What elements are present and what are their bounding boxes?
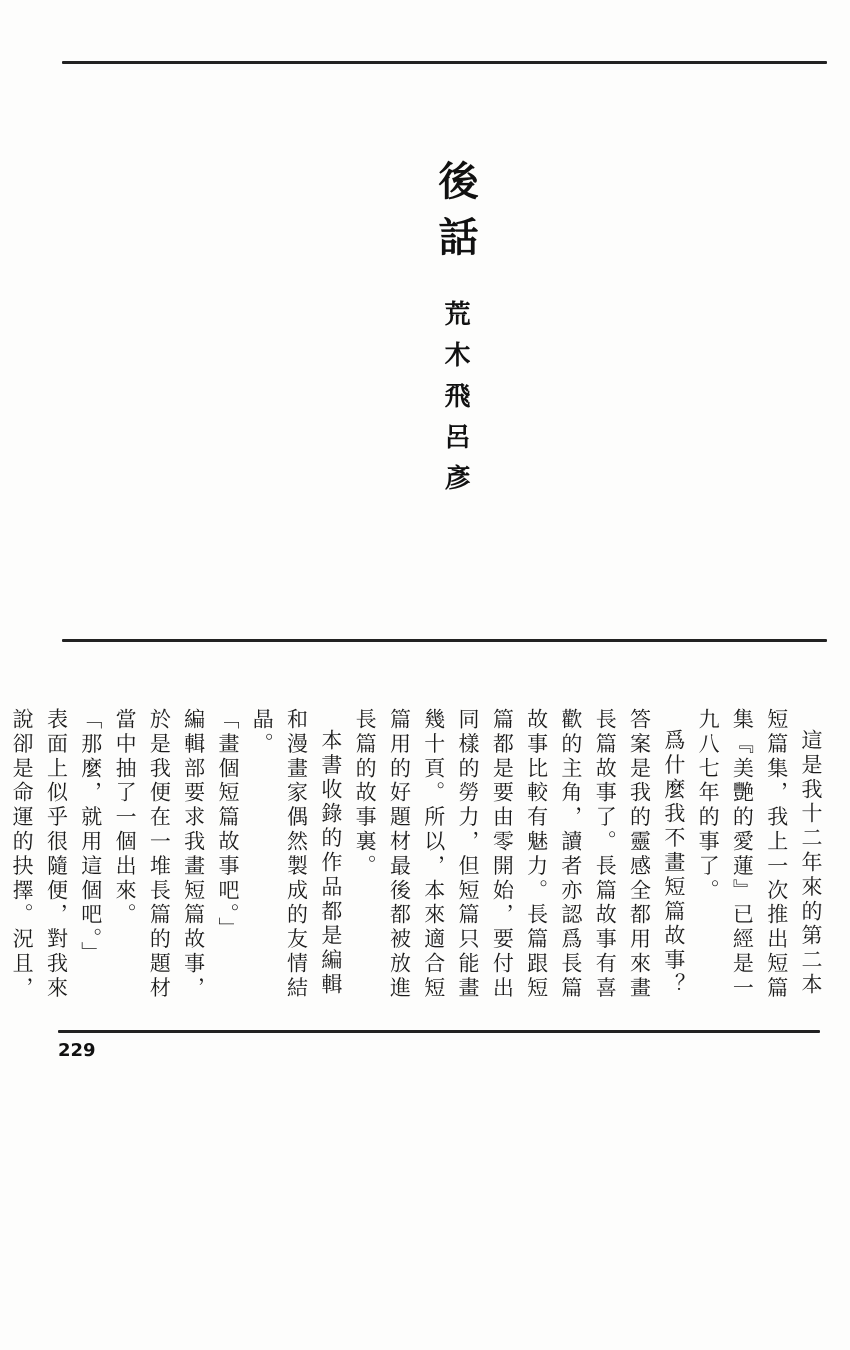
author-name: 荒木飛呂彥 bbox=[440, 300, 470, 505]
paragraph-6: 「那麼，就用這個吧。」 bbox=[78, 708, 103, 966]
paragraph-1: 這是我十二年來的第二本短篇集，我上一次推出短篇集『美艷的愛蓮』已經是一九八七年的事了。 bbox=[696, 708, 823, 1001]
paragraph-7: 表面上似乎很隨便，對我來說卻是命運的抉擇。況且， bbox=[10, 708, 69, 1001]
paragraph-4: 「畫個短篇故事吧。」 bbox=[215, 708, 240, 942]
top-rule bbox=[62, 61, 827, 64]
afterword-body bbox=[10, 708, 828, 1008]
page-number: 229 bbox=[58, 1040, 96, 1061]
paragraph-3: 本書收錄的作品都是編輯和漫畫家偶然製成的友情結晶。 bbox=[250, 708, 343, 1001]
page-title: 後話 bbox=[432, 160, 478, 272]
paragraph-2: 爲什麼我不畫短篇故事？答案是我的靈感全都用來畫長篇故事了。長篇故事有喜歡的主角，讀者亦認爲長篇故事比較有魅力。長篇跟短篇都是要由零開始，要付出同樣的勞力，但短篇只能畫幾十頁。所以，本來適合短篇用的好題材最後都被放進長篇的故事裏。 bbox=[353, 708, 686, 1001]
bottom-rule bbox=[58, 1030, 820, 1033]
middle-rule bbox=[62, 639, 827, 642]
paragraph-5: 編輯部要求我畫短篇故事，於是我便在一堆長篇的題材當中抽了一個出來。 bbox=[113, 708, 206, 1001]
